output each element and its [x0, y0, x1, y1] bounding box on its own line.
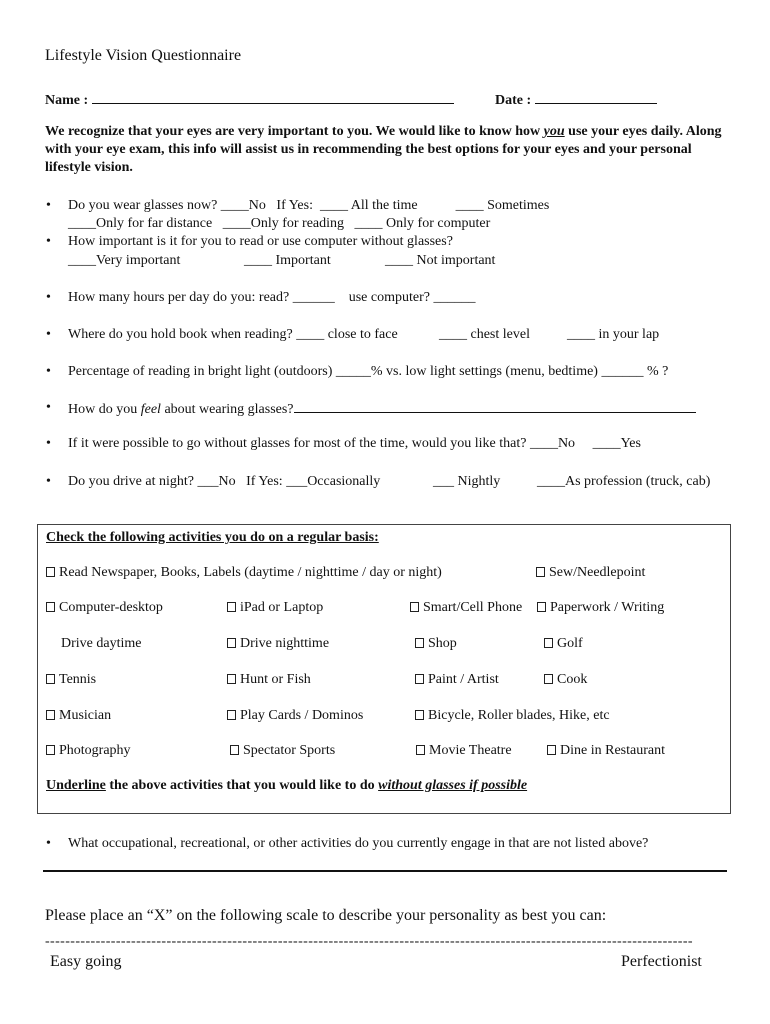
checkbox-icon[interactable]	[415, 638, 424, 648]
activity-paint[interactable]: Paint / Artist	[415, 672, 499, 688]
activity-photography[interactable]: Photography	[46, 743, 131, 759]
checkbox-icon[interactable]	[416, 745, 425, 755]
question-hours: • How many hours per day do you: read? ______ use computer? ______	[46, 290, 476, 305]
activity-phone[interactable]: Smart/Cell Phone	[410, 600, 522, 616]
activity-drive-night[interactable]: Drive nighttime	[227, 636, 329, 652]
question-without-glasses: • If it were possible to go without glasses for most of the time, would you like that? ____No ____Yes	[46, 436, 641, 451]
checkbox-icon[interactable]	[227, 602, 236, 612]
question-light-percentage: • Percentage of reading in bright light (outdoors) _____% vs. low light settings (menu, bedtime) ______ % ?	[46, 364, 669, 379]
date-label: Date :	[495, 93, 532, 108]
name-label: Name	[45, 93, 80, 108]
checkbox-icon[interactable]	[536, 567, 545, 577]
intro-paragraph: We recognize that your eyes are very important to you. We would like to know how you use your eyes daily. Along with your eye exam, this info will assist us in recommending the best options for your eyes and your personal lifestyle vision.	[45, 124, 722, 175]
question-importance-options: ____Very important	[68, 253, 181, 268]
activity-tennis[interactable]: Tennis	[46, 672, 96, 688]
checkbox-icon[interactable]	[415, 710, 424, 720]
intro-you: you	[543, 124, 565, 139]
activity-movie[interactable]: Movie Theatre	[416, 743, 512, 759]
checkbox-icon[interactable]	[46, 745, 55, 755]
name-field[interactable]	[92, 90, 454, 104]
page-title: Lifestyle Vision Questionnaire	[45, 47, 242, 64]
activity-sew[interactable]: Sew/Needlepoint	[536, 565, 645, 581]
activity-golf[interactable]: Golf	[544, 636, 583, 652]
question-glasses-options: ____Only for far distance ____Only for reading ____ Only for computer	[68, 216, 491, 231]
question-night-driving: • Do you drive at night? ___No If Yes: ___Occasionally	[46, 474, 381, 489]
checkbox-icon[interactable]	[46, 710, 55, 720]
activity-desktop[interactable]: Computer-desktop	[46, 600, 163, 616]
activity-drive-day[interactable]: Drive daytime	[61, 636, 142, 651]
checkbox-icon[interactable]	[46, 674, 55, 684]
question-glasses: • Do you wear glasses now? ____No If Yes: ____ All the time ____ Sometimes	[46, 198, 550, 213]
question-feel: • How do you feel about wearing glasses?	[68, 400, 696, 418]
checkbox-icon[interactable]	[227, 638, 236, 648]
checkbox-icon[interactable]	[227, 710, 236, 720]
scale-left-label: Easy going	[50, 953, 122, 970]
activity-ipad[interactable]: iPad or Laptop	[227, 600, 323, 616]
checkbox-icon[interactable]	[547, 745, 556, 755]
question-other-activities: • What occupational, recreational, or other activities do you currently engage in that are not listed above?	[46, 836, 649, 851]
question-importance: • How important is it for you to read or use computer without glasses?	[46, 234, 453, 249]
activity-shop[interactable]: Shop	[415, 636, 457, 652]
activity-read[interactable]: Read Newspaper, Books, Labels (daytime / nighttime / day or night)	[46, 565, 442, 581]
activity-dine[interactable]: Dine in Restaurant	[547, 743, 665, 759]
date-row	[495, 90, 657, 109]
activity-cards[interactable]: Play Cards / Dominos	[227, 708, 363, 724]
activity-musician[interactable]: Musician	[46, 708, 111, 724]
checkbox-icon[interactable]	[544, 638, 553, 648]
activities-heading: Check the following activities you do on a regular basis:	[46, 530, 379, 545]
activity-cook[interactable]: Cook	[544, 672, 587, 688]
checkbox-icon[interactable]	[415, 674, 424, 684]
question-book-position: • Where do you hold book when reading? ____ close to face	[46, 327, 398, 342]
activity-paperwork[interactable]: Paperwork / Writing	[537, 600, 664, 616]
scale-instruction: Please place an “X” on the following scale to describe your personality as best you can:	[45, 907, 607, 924]
checkbox-icon[interactable]	[230, 745, 239, 755]
checkbox-icon[interactable]	[537, 602, 546, 612]
activity-hunt[interactable]: Hunt or Fish	[227, 672, 311, 688]
activities-footer: Underline the above activities that you would like to do without glasses if possible	[46, 778, 528, 793]
scale-line[interactable]: --------------------------------------------------------------------------------------------------------------------------------	[45, 934, 693, 949]
checkbox-icon[interactable]	[46, 602, 55, 612]
checkbox-icon[interactable]	[410, 602, 419, 612]
answer-line[interactable]	[43, 870, 727, 872]
checkbox-icon[interactable]	[46, 567, 55, 577]
scale-right-label: Perfectionist	[621, 953, 702, 970]
date-field[interactable]	[535, 90, 657, 104]
name-row: Name :	[45, 90, 454, 109]
activity-spectator-sports[interactable]: Spectator Sports	[230, 743, 335, 759]
checkbox-icon[interactable]	[544, 674, 553, 684]
checkbox-icon[interactable]	[227, 674, 236, 684]
activity-bicycle[interactable]: Bicycle, Roller blades, Hike, etc	[415, 708, 610, 724]
